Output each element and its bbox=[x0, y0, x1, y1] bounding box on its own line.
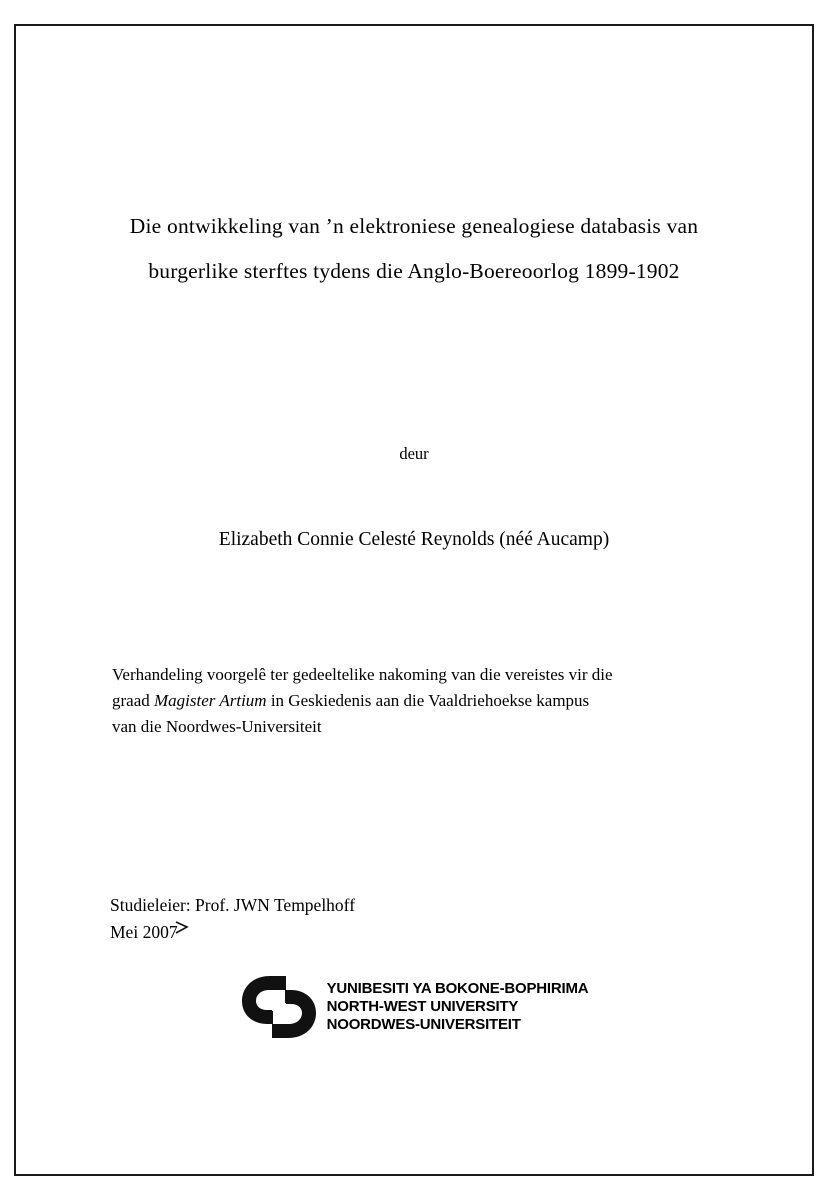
author-name: Elizabeth Connie Celesté Reynolds (néé Aucamp) bbox=[218, 529, 610, 550]
date-text: Mei 2007 bbox=[110, 922, 178, 942]
statement-line-3: van die Noordwes-Universiteit bbox=[112, 717, 322, 736]
logo-text-line-2: NORTH-WEST UNIVERSITY bbox=[326, 998, 519, 1015]
by-label: deur bbox=[399, 444, 429, 463]
pen-mark-icon bbox=[175, 920, 189, 936]
statement-line-1: Verhandeling voorgelê ter gedeeltelike nakoming van die vereistes vir die bbox=[112, 665, 613, 684]
degree-statement bbox=[112, 662, 728, 740]
university-logo bbox=[92, 972, 736, 1042]
supervisor-block bbox=[110, 892, 726, 946]
logo-text-line-3: NOORDWES-UNIVERSITEIT bbox=[326, 1016, 521, 1033]
page-content bbox=[92, 24, 736, 1176]
title-line-2: burgerlike sterftes tydens die Anglo-Boereoorlog 1899-1902 bbox=[148, 259, 680, 283]
degree-name: Magister Artium bbox=[154, 691, 267, 710]
nwu-logo-icon bbox=[240, 972, 318, 1042]
title-line-1: Die ontwikkeling van ’n elektroniese genealogiese databasis van bbox=[129, 214, 699, 238]
date-line bbox=[110, 919, 178, 946]
logo-text-line-1: YUNIBESITI YA BOKONE-BOPHIRIMA bbox=[326, 980, 589, 997]
supervisor-line: Studieleier: Prof. JWN Tempelhoff bbox=[110, 895, 356, 915]
logo-text-block bbox=[327, 980, 589, 1034]
statement-line-2 bbox=[112, 688, 728, 714]
statement-line-2-pre: graad bbox=[112, 691, 155, 710]
statement-line-2-post: in Geskiedenis aan die Vaaldriehoekse kampus bbox=[266, 691, 590, 710]
page-title bbox=[92, 204, 736, 294]
